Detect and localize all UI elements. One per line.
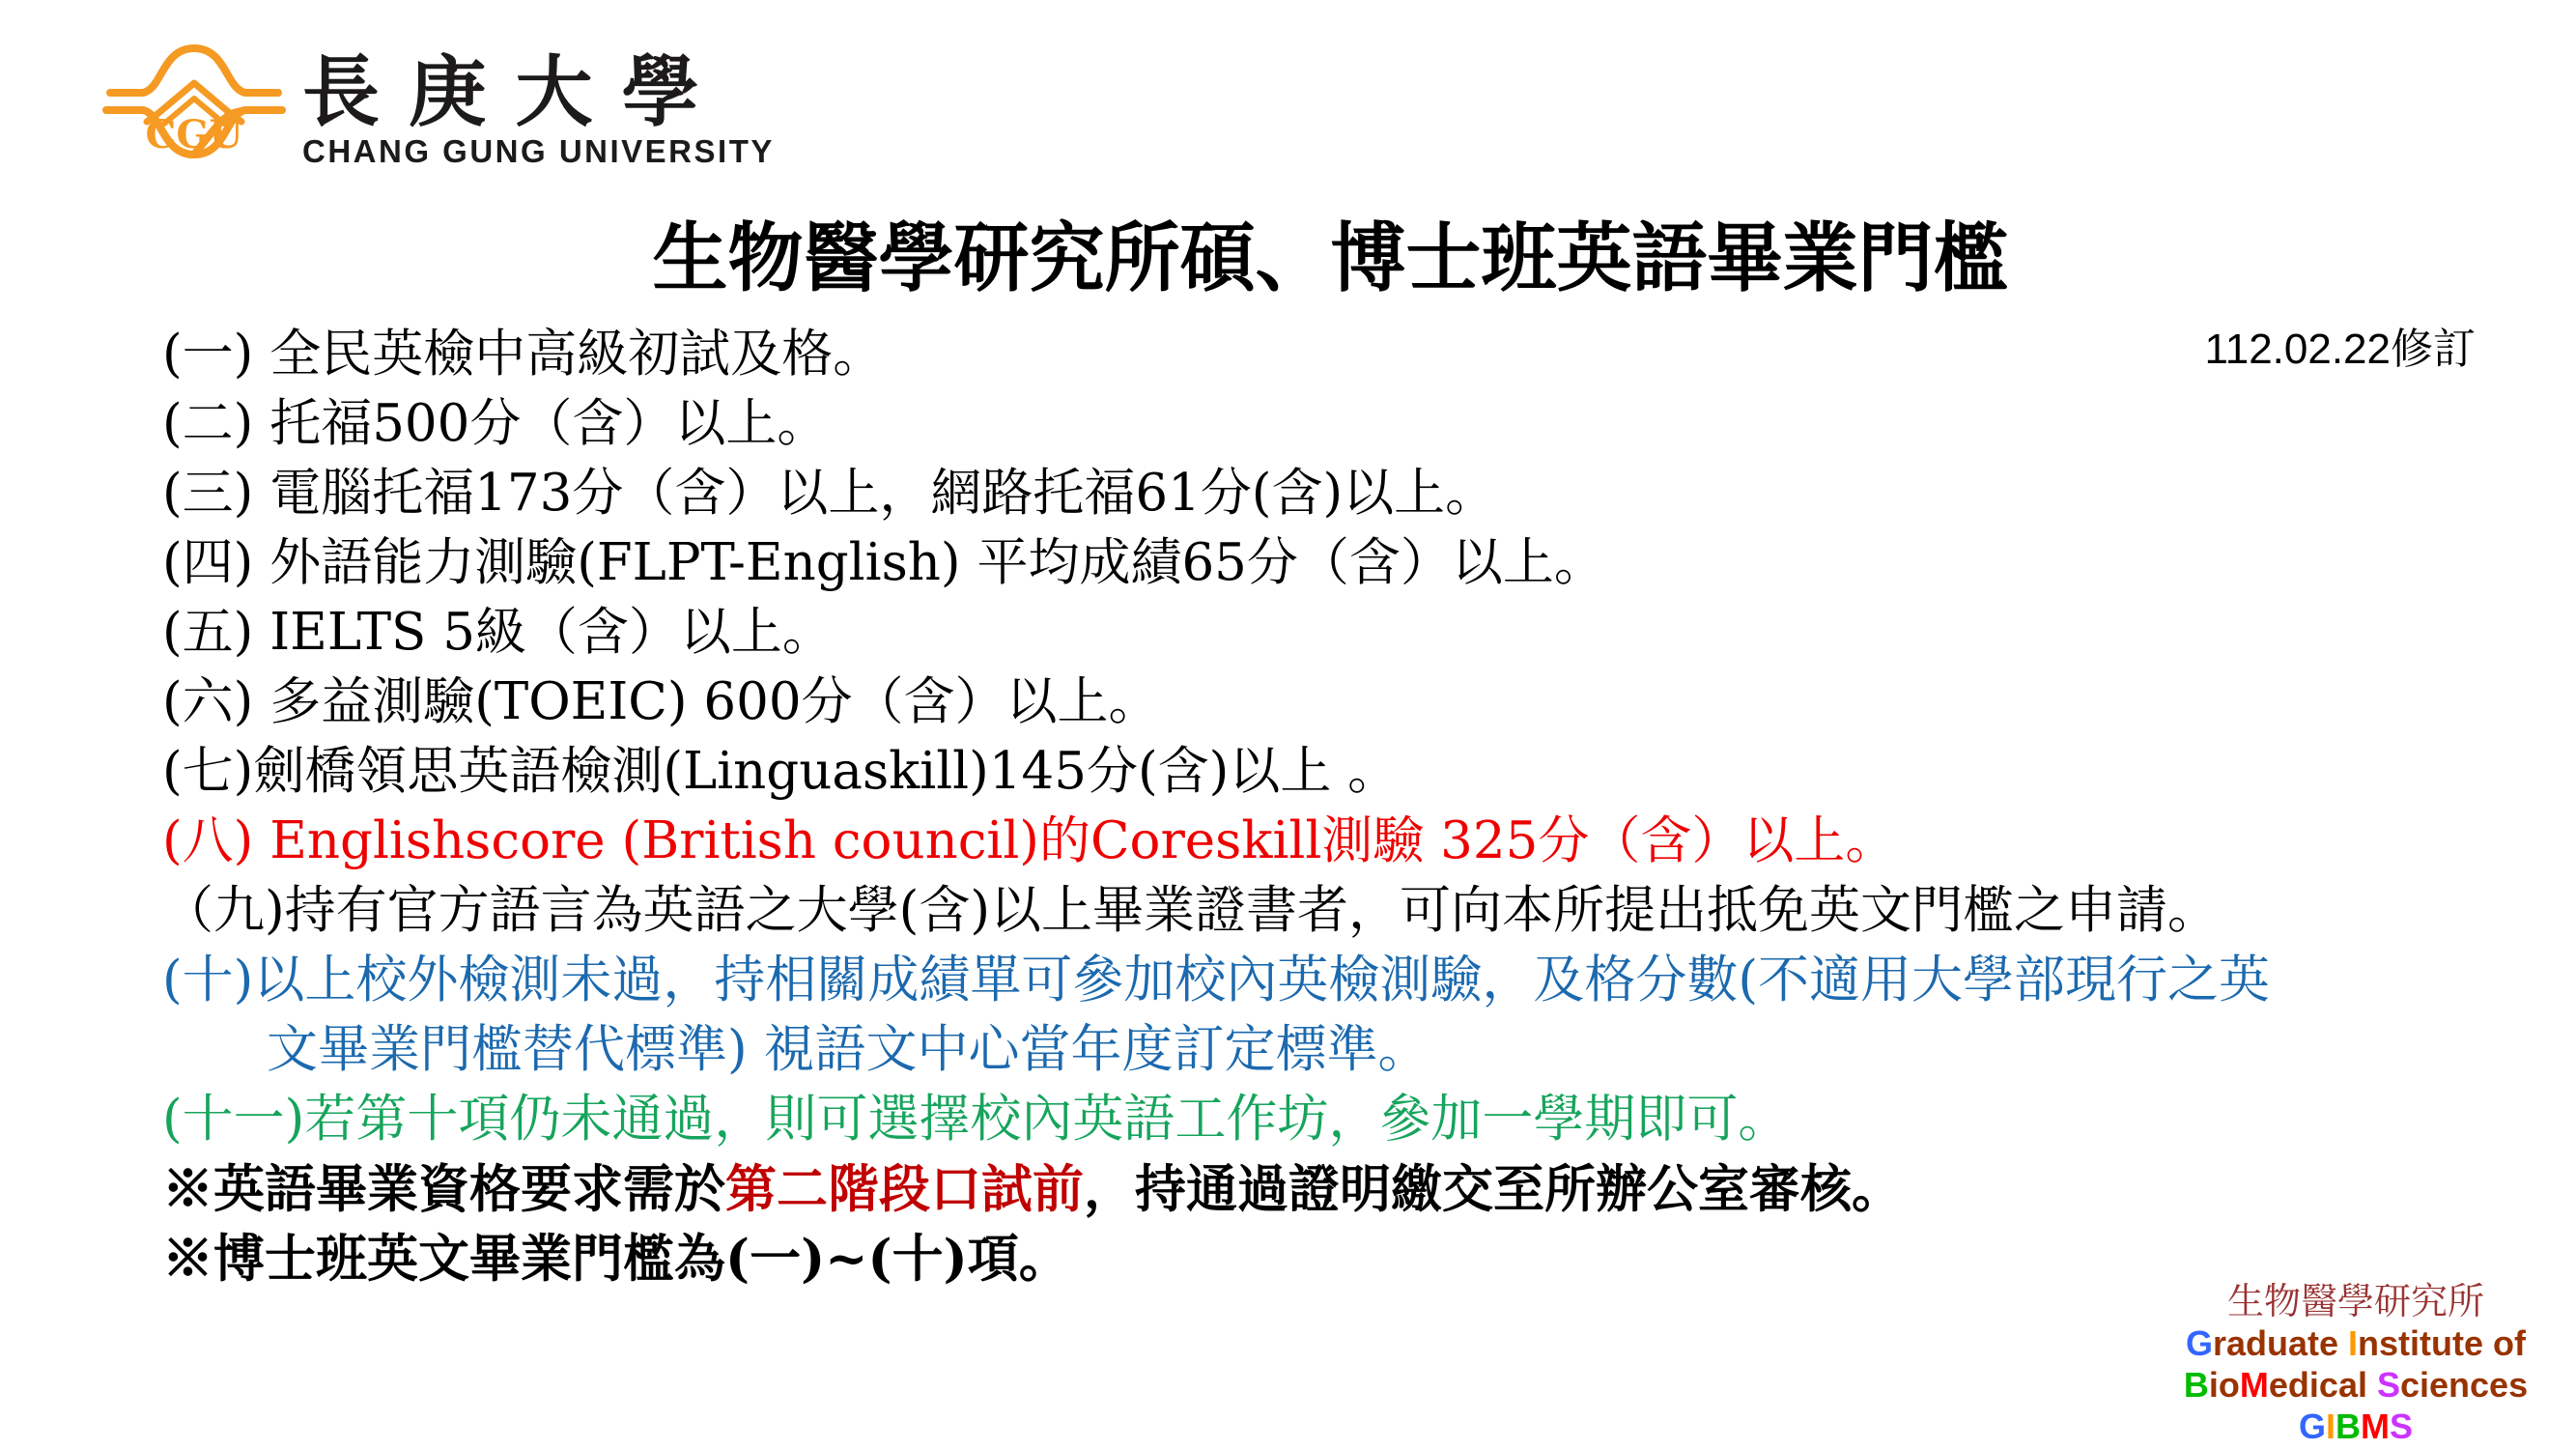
institute-signature bbox=[2153, 1280, 2559, 1447]
requirement-line-segment: (四) 外語能力測驗(FLPT-English) 平均成績65分（含）以上。 bbox=[162, 533, 1605, 592]
requirement-line bbox=[162, 1085, 2567, 1154]
requirement-line-segment: (六) 多益測驗(TOEIC) 600分（含）以上。 bbox=[162, 672, 1160, 731]
requirement-line-segment: (十一)若第十項仍未通過，則可選擇校內英語工作坊，參加一學期即可。 bbox=[162, 1090, 1790, 1149]
requirement-line-segment: （九)持有官方語言為英語之大學(含)以上畢業證書者，可向本所提出抵免英文門檻之申請。 bbox=[162, 881, 2220, 940]
institute-name-line-segment: G bbox=[2185, 1323, 2213, 1363]
requirement-line-segment: ，持通過證明繳交至所辦公室審核。 bbox=[1084, 1159, 1903, 1219]
revision-date: 112.02.22修訂 bbox=[2204, 326, 2476, 373]
university-name-cjk: 長 庚 大 學 bbox=[302, 49, 703, 135]
page-title: 生物醫學研究所碩、博士班英語畢業門檻 bbox=[652, 214, 2009, 302]
requirement-line-segment: 文畢業門檻替代標準) 視語文中心當年度訂定標準。 bbox=[267, 1020, 1430, 1079]
institute-name-line-segment: nstitute of bbox=[2358, 1323, 2527, 1363]
requirement-line-segment: (五) IELTS 5級（含）以上。 bbox=[162, 603, 834, 662]
requirement-line bbox=[162, 807, 2567, 876]
requirement-line-segment: ※博士班英文畢業門檻為(一)~(十)項。 bbox=[162, 1229, 1070, 1289]
requirement-line bbox=[162, 320, 2567, 389]
institute-name-line bbox=[2153, 1322, 2559, 1364]
requirement-line bbox=[162, 389, 2567, 459]
institute-name-line-segment: raduate bbox=[2212, 1323, 2349, 1363]
requirement-line-segment: (十)以上校外檢測未過，持相關成績單可參加校內英檢測驗，及格分數(不適用大學部現行之英 bbox=[162, 951, 2271, 1009]
institute-name-line-segment: I bbox=[2348, 1323, 2359, 1363]
requirement-line bbox=[162, 528, 2567, 598]
university-logo bbox=[101, 29, 775, 184]
requirement-line-segment: ※英語畢業資格要求需於 bbox=[162, 1159, 725, 1219]
requirement-line bbox=[162, 1015, 2567, 1085]
requirement-line-segment: (七)劍橋領思英語檢測(Linguaskill)145分(含)以上 。 bbox=[162, 742, 1400, 801]
requirement-line-segment: 第二階段口試前 bbox=[725, 1159, 1084, 1219]
requirement-line-segment: (一) 全民英檢中高級初試及格。 bbox=[162, 325, 885, 384]
university-name-en: CHANG GUNG UNIVERSITY bbox=[302, 133, 775, 169]
requirement-line bbox=[162, 946, 2567, 1015]
institute-name-cjk: 生物醫學研究所 bbox=[2226, 1280, 2484, 1322]
requirement-line bbox=[162, 876, 2567, 946]
institute-name-line-segment: S bbox=[2376, 1365, 2400, 1405]
requirement-line bbox=[162, 668, 2567, 737]
institute-name-line-segment: M bbox=[2239, 1365, 2269, 1405]
logo-text bbox=[302, 29, 775, 170]
institute-name-line-segment: M bbox=[2361, 1406, 2390, 1446]
requirement-line bbox=[162, 459, 2567, 528]
institute-name-line-segment: B bbox=[2335, 1406, 2361, 1446]
requirement-line bbox=[162, 598, 2567, 668]
institute-name-line-segment: io bbox=[2208, 1365, 2240, 1405]
requirements-list bbox=[162, 320, 2567, 1293]
institute-name-line bbox=[2153, 1364, 2559, 1406]
institute-name-en bbox=[2153, 1322, 2559, 1447]
institute-name-line-segment: S bbox=[2390, 1406, 2414, 1446]
institute-name-line-segment: edical bbox=[2268, 1365, 2377, 1405]
institute-name-line-segment: I bbox=[2325, 1406, 2335, 1446]
requirement-line-segment: (八) Englishscore (British council)的Coreskill測驗 325分（含）以上。 bbox=[162, 811, 1897, 870]
requirement-line-segment: (二) 托福500分（含）以上。 bbox=[162, 394, 829, 453]
institute-name-line-segment: G bbox=[2298, 1406, 2326, 1446]
institute-name-line-segment: ciences bbox=[2399, 1365, 2529, 1405]
institute-name-line-segment: B bbox=[2183, 1365, 2209, 1405]
requirement-line bbox=[162, 1154, 2567, 1224]
institute-name-line bbox=[2153, 1406, 2559, 1447]
requirement-line bbox=[162, 737, 2567, 807]
requirement-line-segment: (三) 電腦托福173分（含）以上，網路托福61分(含)以上。 bbox=[162, 464, 1497, 523]
cgu-emblem-icon bbox=[101, 29, 287, 184]
emblem-letters: CGU bbox=[145, 112, 243, 157]
